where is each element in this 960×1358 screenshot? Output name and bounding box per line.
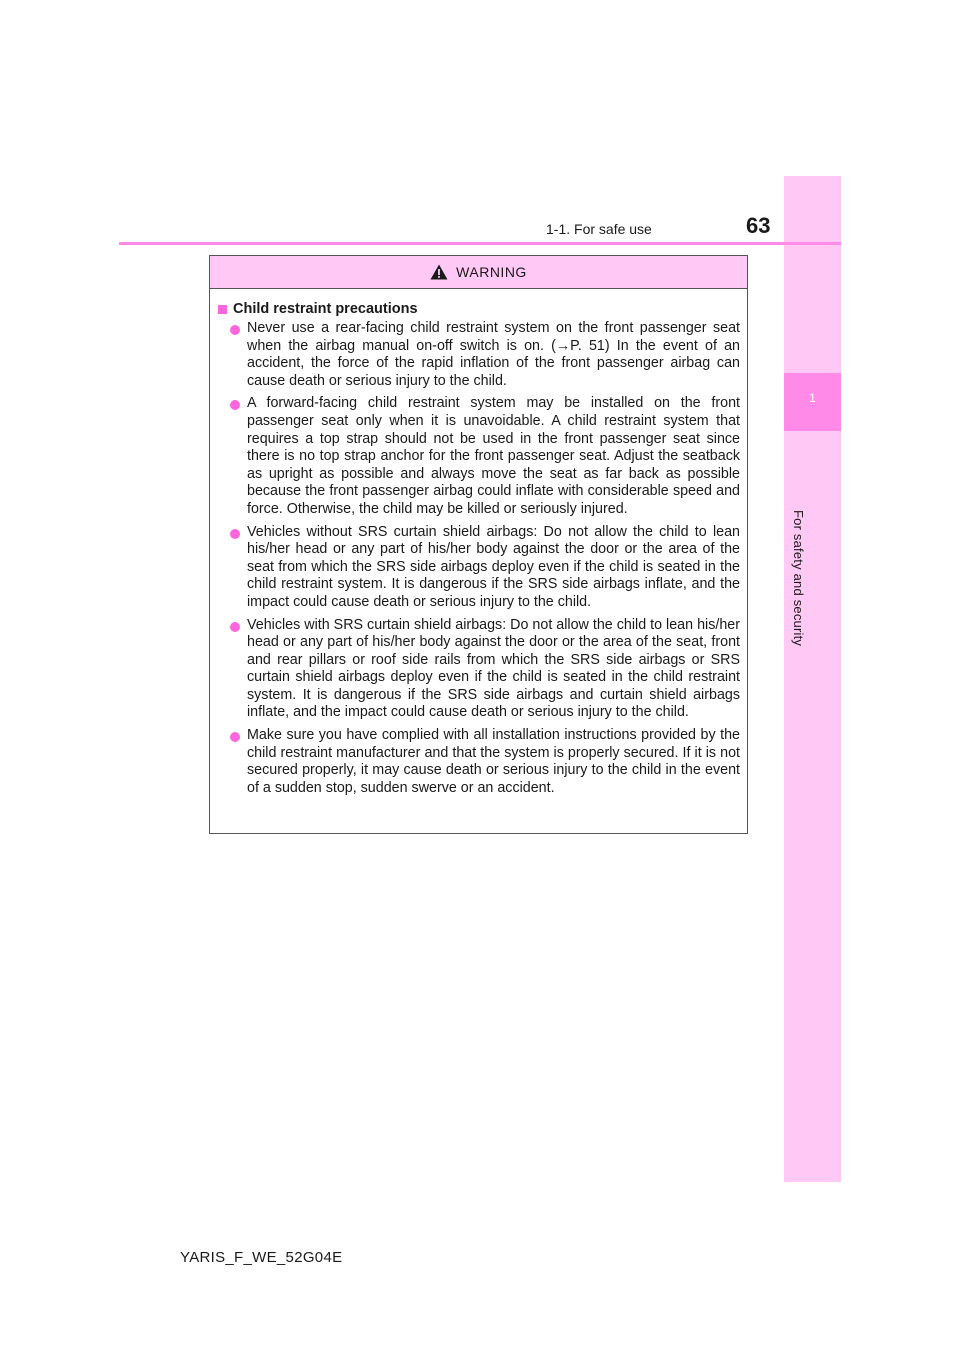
list-item (218, 524, 740, 612)
warning-box (209, 255, 748, 834)
precaution-heading (218, 301, 740, 317)
list-item-text: Vehicles without SRS curtain shield airbags: Do not allow the child to lean his/her head or any part of his/her body against the door or the area of the seat from which the SRS side airbags deploy even if the child is seated in the child restraint system. It is dangerous if the SRS side airbags inflate, and the impact could cause death or serious injury to the child. (247, 523, 740, 610)
warning-title: WARNING (456, 264, 527, 280)
list-item (218, 395, 740, 518)
bullet-icon (230, 325, 240, 335)
warning-triangle-icon (430, 264, 448, 280)
list-item (218, 727, 740, 797)
list-item-text: A forward-facing child restraint system may be installed on the front passenger seat only when it is unavoidable. A child restraint system that requires a top strap should not be used in the front passenger seat since there is no top strap anchor for the front passenger seat. Adjust the seatback as upright as possible and always move the seat as far back as possible because the front passenger airbag could inflate with considerable speed and force. Otherwise, the child may be killed or seriously injured. (247, 395, 740, 517)
bullet-icon (230, 400, 240, 410)
list-item-text: Make sure you have complied with all installation instructions provided by the child restraint manufacturer and that the system is properly secured. If it is not secured properly, it may cause death or serious injury to the child in the event of a sudden stop, sudden swerve or an accident. (247, 727, 740, 796)
bullet-icon (230, 529, 240, 539)
list-item (218, 320, 740, 390)
warning-header (210, 256, 747, 289)
warning-body (210, 289, 747, 797)
header-rule (119, 242, 841, 245)
chapter-label: For safety and security (791, 510, 806, 647)
list-item-text: Vehicles with SRS curtain shield airbags: Do not allow the child to lean his/her head or any part of his/her body against the door or the area of the seat, front and rear pillars or roof side rails from which the SRS side airbags or SRS curtain shield airbags deploy even if the child is seated in the child restraint system. It is dangerous if the SRS side airbags and curtain shield airbags inflate, and the impact could cause death or serious injury to the child. (247, 616, 740, 721)
page-number: 63 (746, 213, 771, 238)
section-title: 1-1. For safe use (546, 221, 652, 237)
chapter-number: 1 (809, 391, 816, 405)
bullet-icon (230, 732, 240, 742)
list-item (218, 617, 740, 723)
list-item-text: Never use a rear-facing child restraint system on the front passenger seat when the airbag manual on-off switch is on. (→P. 51) In the event of an accident, the force of the rapid inflation of the front passenger airbag can cause death or serious injury to the child. (247, 320, 740, 389)
document-code: YARIS_F_WE_52G04E (180, 1249, 343, 1266)
bullet-icon (230, 622, 240, 632)
square-bullet-icon (218, 305, 227, 314)
precaution-heading-text: Child restraint precautions (233, 301, 418, 317)
